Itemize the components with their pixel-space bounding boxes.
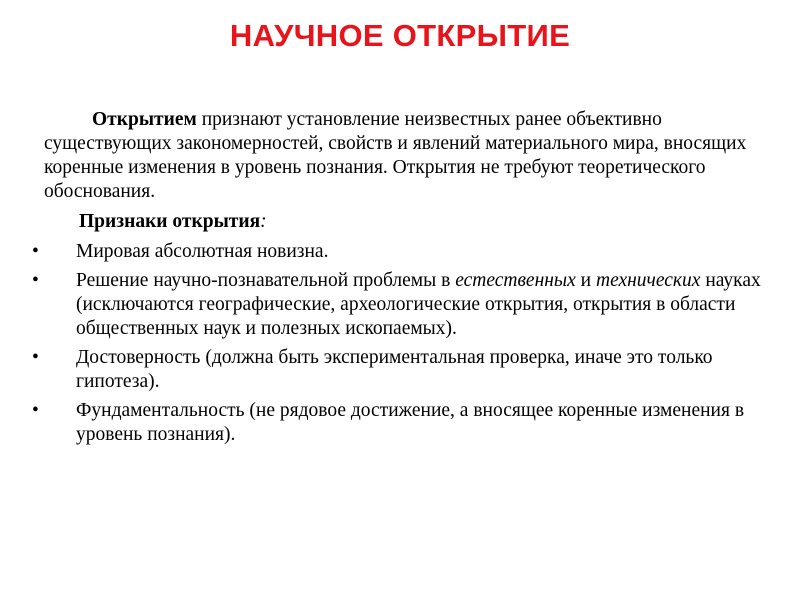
list-item — [32, 240, 780, 264]
signs-list — [32, 240, 780, 447]
signs-heading-colon: : — [260, 211, 267, 232]
signs-heading-label: Признаки открытия — [79, 211, 261, 232]
list-item — [32, 399, 780, 447]
list-item — [32, 346, 780, 394]
definition-term: Открытием — [92, 109, 197, 130]
list-item-italic: естественных — [455, 270, 576, 291]
bullet-icon: • — [32, 241, 39, 262]
list-item-text: науках (исключаются географические, археологические открытия, открытия в области общественных наук и полезных ископаемых). — [76, 270, 761, 339]
definition-text: признают установление неизвестных ранее объективно существующих закономерностей, свойств и явлений материального мира, вносящих коренные изменения в уровень познания. Открытия не требуют теоретического обоснования. — [44, 109, 747, 202]
bullet-icon: • — [32, 400, 39, 421]
list-item-italic: технических — [595, 270, 701, 291]
list-item-text: Фундаментальность (не рядовое достижение, а вносящее коренные изменения в уровень познания). — [76, 400, 745, 445]
definition-paragraph — [44, 108, 780, 204]
list-item-text: Мировая абсолютная новизна. — [76, 241, 329, 262]
list-item — [32, 269, 780, 341]
slide-body — [32, 108, 780, 452]
list-item-text: Решение научно-познавательной проблемы в — [76, 270, 456, 291]
bullet-icon: • — [32, 270, 39, 291]
signs-heading — [44, 210, 780, 234]
list-item-text: Достоверность (должна быть экспериментальная проверка, иначе это только гипотеза). — [76, 347, 713, 392]
slide-title: НАУЧНОЕ ОТКРЫТИЕ — [229, 18, 571, 53]
list-item-text: и — [575, 270, 596, 291]
bullet-icon: • — [32, 347, 39, 368]
